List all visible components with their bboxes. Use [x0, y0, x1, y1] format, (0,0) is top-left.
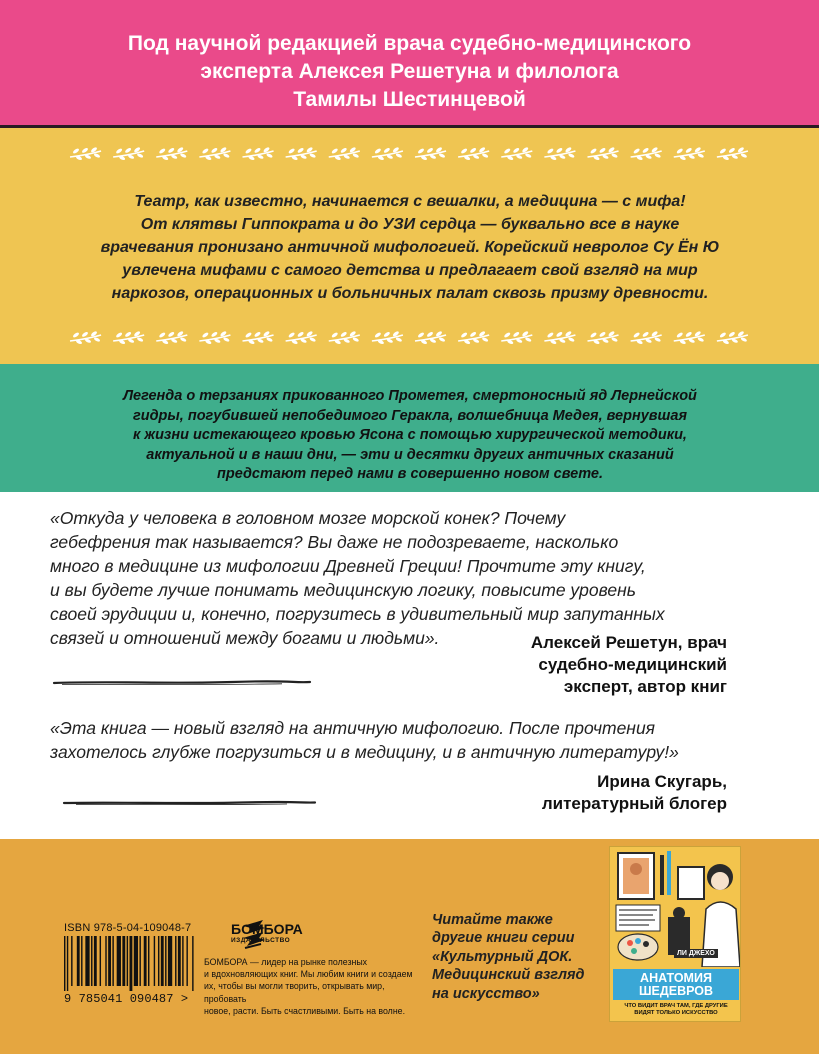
intro-line: врачевания пронизано античной мифологией. Корейский невролог Су Ён Ю: [100, 239, 720, 256]
author-line: литературный блогер: [541, 794, 727, 813]
leaf-sprig-icon: [717, 146, 748, 160]
leaf-sprig-icon: [415, 330, 446, 344]
quote-line: гебефрения так называется? Вы даже не подозреваете, насколько: [50, 532, 619, 552]
leaf-sprig-icon: [717, 330, 748, 344]
review-quote: [50, 506, 770, 650]
review-author: [467, 771, 727, 815]
quote-line: своей эрудиции и, конечно, погрузитесь в удивительный мир запутанных: [50, 604, 665, 624]
leaf-sprig-icon: [458, 146, 489, 160]
quote-line: захотелось глубже погрузиться и в медицину, и в античную литературу!»: [50, 742, 679, 762]
leaf-sprig-icon: [156, 330, 187, 344]
brush-stroke-divider: [52, 679, 312, 687]
author-line: судебно-медицинский: [538, 655, 727, 674]
leaf-sprig-icon: [70, 330, 101, 344]
leaf-sprig-icon: [631, 330, 662, 344]
author-line: Ирина Скугарь,: [597, 772, 727, 791]
leaf-sprig-icon: [372, 330, 403, 344]
legend-line: предстают перед нами в совершенно новом свете.: [217, 466, 603, 483]
brush-stroke-divider: [62, 799, 317, 807]
book-author: ЛИ ДЖЕХО: [674, 949, 718, 958]
read-also-line: на искусство»: [432, 985, 540, 1002]
quote-line: много в медицине из мифологии Древней Греции! Прочтите эту книгу,: [50, 556, 646, 576]
quote-line: связей и отношений между богами и людьми».: [50, 628, 440, 648]
read-also-line: «Культурный ДОК.: [432, 948, 573, 965]
leaf-sprig-icon: [199, 330, 230, 344]
leaf-sprig-icon: [544, 146, 575, 160]
leaf-sprig-icon: [631, 146, 662, 160]
barcode-icon: [64, 936, 195, 991]
leaf-sprig-icon: [415, 146, 446, 160]
legend-line: к жизни истекающего кровью Ясона с помощью хирургической методики,: [133, 427, 687, 444]
review-quote: [50, 716, 770, 764]
leaf-sprig-icon: [113, 330, 144, 344]
publisher-description-line: БОМБОРА — лидер на рынке полезных: [204, 957, 368, 967]
legend-text: [40, 387, 780, 485]
quote-line: «Откуда у человека в головном мозге морской конек? Почему: [50, 508, 566, 528]
book-title-line: ШЕДЕВРОВ: [638, 983, 714, 998]
barcode-digits: 9 785041 090487 >: [64, 992, 189, 1006]
leaf-sprig-icon: [286, 146, 317, 160]
leaf-sprig-icon: [588, 330, 619, 344]
leaf-sprig-icon: [286, 330, 317, 344]
intro-line: наркозов, операционных и больничных палат сквозь призму древности.: [111, 285, 709, 302]
publisher-description-line: новое, расти. Быть счастливыми. Быть на волне.: [204, 1005, 406, 1016]
leaf-sprig-icon: [588, 146, 619, 160]
author-line: эксперт, автор книг: [563, 677, 727, 696]
quote-line: «Эта книга — новый взгляд на античную мифологию. После прочтения: [50, 718, 656, 738]
read-also-line: другие книги серии: [432, 930, 575, 947]
publisher-subtitle: ИЗДАТЕЛЬСТВО: [231, 937, 291, 944]
publisher-description: [204, 956, 414, 1017]
read-also-text: [432, 911, 602, 1003]
review-author: [467, 632, 727, 698]
leaf-sprig-icon: [156, 146, 187, 160]
editor-note: [0, 30, 819, 114]
laurel-ornament: [66, 143, 756, 163]
intro-line: От клятвы Гиппократа и до УЗИ сердца — буквально все в науке: [140, 216, 680, 233]
leaf-sprig-icon: [501, 146, 532, 160]
quote-line: и вы будете лучше понимать медицинскую логику, повысите уровень: [50, 580, 636, 600]
isbn-label: ISBN 978-5-04-109048-7: [64, 922, 192, 934]
editor-note-line: эксперта Алексея Решетуна и филолога: [200, 60, 619, 83]
read-also-line: Читайте также: [432, 912, 553, 928]
leaf-sprig-icon: [199, 146, 230, 160]
author-line: Алексей Решетун, врач: [530, 633, 727, 652]
legend-line: гидры, погубившей непобедимого Геракла, волшебница Медея, вернувшая: [132, 407, 688, 424]
book-subtitle: [613, 1003, 739, 1017]
publisher-description-line: их, чтобы вы могли творить, открывать мир, пробовать: [204, 981, 385, 1004]
publisher-description-line: и вдохновляющих книг. Мы любим книги и создаем: [204, 969, 413, 980]
read-also-line: Медицинский взгляд: [432, 967, 585, 984]
laurel-ornament: [66, 327, 756, 347]
book-title-line: АНАТОМИЯ: [640, 971, 712, 985]
book-title: [613, 969, 739, 1000]
editor-note-line: Под научной редакцией врача судебно-медицинского: [127, 32, 692, 55]
leaf-sprig-icon: [501, 330, 532, 344]
legend-line: Легенда о терзаниях прикованного Прометея, смертоносный яд Лернейской: [123, 388, 697, 404]
leaf-sprig-icon: [544, 330, 575, 344]
leaf-sprig-icon: [372, 146, 403, 160]
book-subtitle-line: ЧТО ВИДИТ ВРАЧ ТАМ, ГДЕ ДРУГИЕ: [624, 1003, 728, 1009]
intro-line: Театр, как известно, начинается с вешалки, а медицина — с мифа!: [134, 193, 686, 210]
intro-line: увлечена мифами с самого детства и предлагает свой взгляд на мир: [122, 262, 698, 279]
book-subtitle-line: ВИДЯТ ТОЛЬКО ИСКУССТВО: [634, 1010, 718, 1016]
publisher-name: БОМБОРА: [231, 921, 303, 937]
leaf-sprig-icon: [329, 330, 360, 344]
editor-note-line: Тамилы Шестинцевой: [293, 88, 526, 111]
leaf-sprig-icon: [458, 330, 489, 344]
leaf-sprig-icon: [674, 146, 705, 160]
leaf-sprig-icon: [113, 146, 144, 160]
legend-line: актуальной и в наши дни, — эти и десятки других античных сказаний: [146, 446, 674, 463]
leaf-sprig-icon: [243, 146, 274, 160]
leaf-sprig-icon: [70, 146, 101, 160]
leaf-sprig-icon: [243, 330, 274, 344]
leaf-sprig-icon: [329, 146, 360, 160]
intro-text: [60, 190, 760, 305]
leaf-sprig-icon: [674, 330, 705, 344]
book-cover-thumbnail: [609, 846, 741, 1022]
